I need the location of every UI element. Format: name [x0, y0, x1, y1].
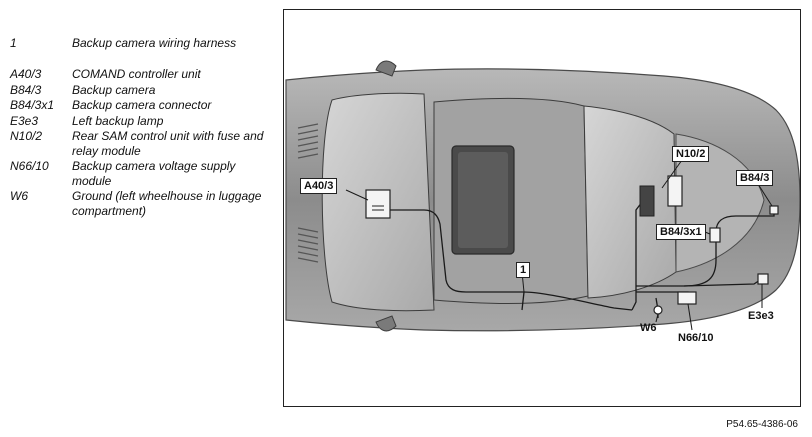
- legend-code: B84/3x1: [10, 98, 55, 112]
- figure-reference: P54.65-4386-06: [726, 419, 798, 430]
- e3e3-lamp: [758, 274, 768, 284]
- b84-3-camera: [770, 206, 778, 214]
- legend-desc: Ground (left wheelhouse in luggage compartment): [72, 189, 262, 218]
- label-e3e3: E3e3: [748, 310, 774, 322]
- w6-ground: [654, 306, 662, 314]
- legend-code: N10/2: [10, 129, 43, 143]
- legend-desc: Backup camera: [72, 83, 156, 97]
- label-n66-10: N66/10: [678, 332, 714, 344]
- legend-desc: Backup camera connector: [72, 98, 212, 112]
- legend-code: 1: [10, 36, 17, 50]
- b84-3x1-connector: [710, 228, 720, 242]
- fuse-relay-block: [640, 186, 654, 216]
- car-wiring-figure: [283, 9, 801, 407]
- label-a40-3: A40/3: [300, 178, 337, 194]
- n10-2-unit: [668, 176, 682, 206]
- legend-code: W6: [10, 189, 28, 203]
- label-n10-2: N10/2: [672, 146, 709, 162]
- legend-desc: Rear SAM control unit with fuse and relay module: [72, 129, 264, 158]
- legend-desc: COMAND controller unit: [72, 67, 201, 81]
- label-harness-1: 1: [516, 262, 530, 278]
- label-b84-3x1: B84/3x1: [656, 224, 706, 240]
- legend-code: A40/3: [10, 67, 42, 81]
- legend-desc: Left backup lamp: [72, 114, 164, 128]
- a40-3-unit: [366, 190, 390, 218]
- legend-code: N66/10: [10, 159, 49, 173]
- rear-window: [584, 106, 676, 298]
- legend-code: B84/3: [10, 83, 42, 97]
- legend-desc: Backup camera voltage supply module: [72, 159, 236, 188]
- legend-desc: Backup camera wiring harness: [72, 36, 237, 50]
- label-w6: W6: [640, 322, 657, 334]
- n66-10-module: [678, 292, 696, 304]
- label-b84-3: B84/3: [736, 170, 773, 186]
- car-top-view: [284, 10, 801, 407]
- legend-code: E3e3: [10, 114, 39, 128]
